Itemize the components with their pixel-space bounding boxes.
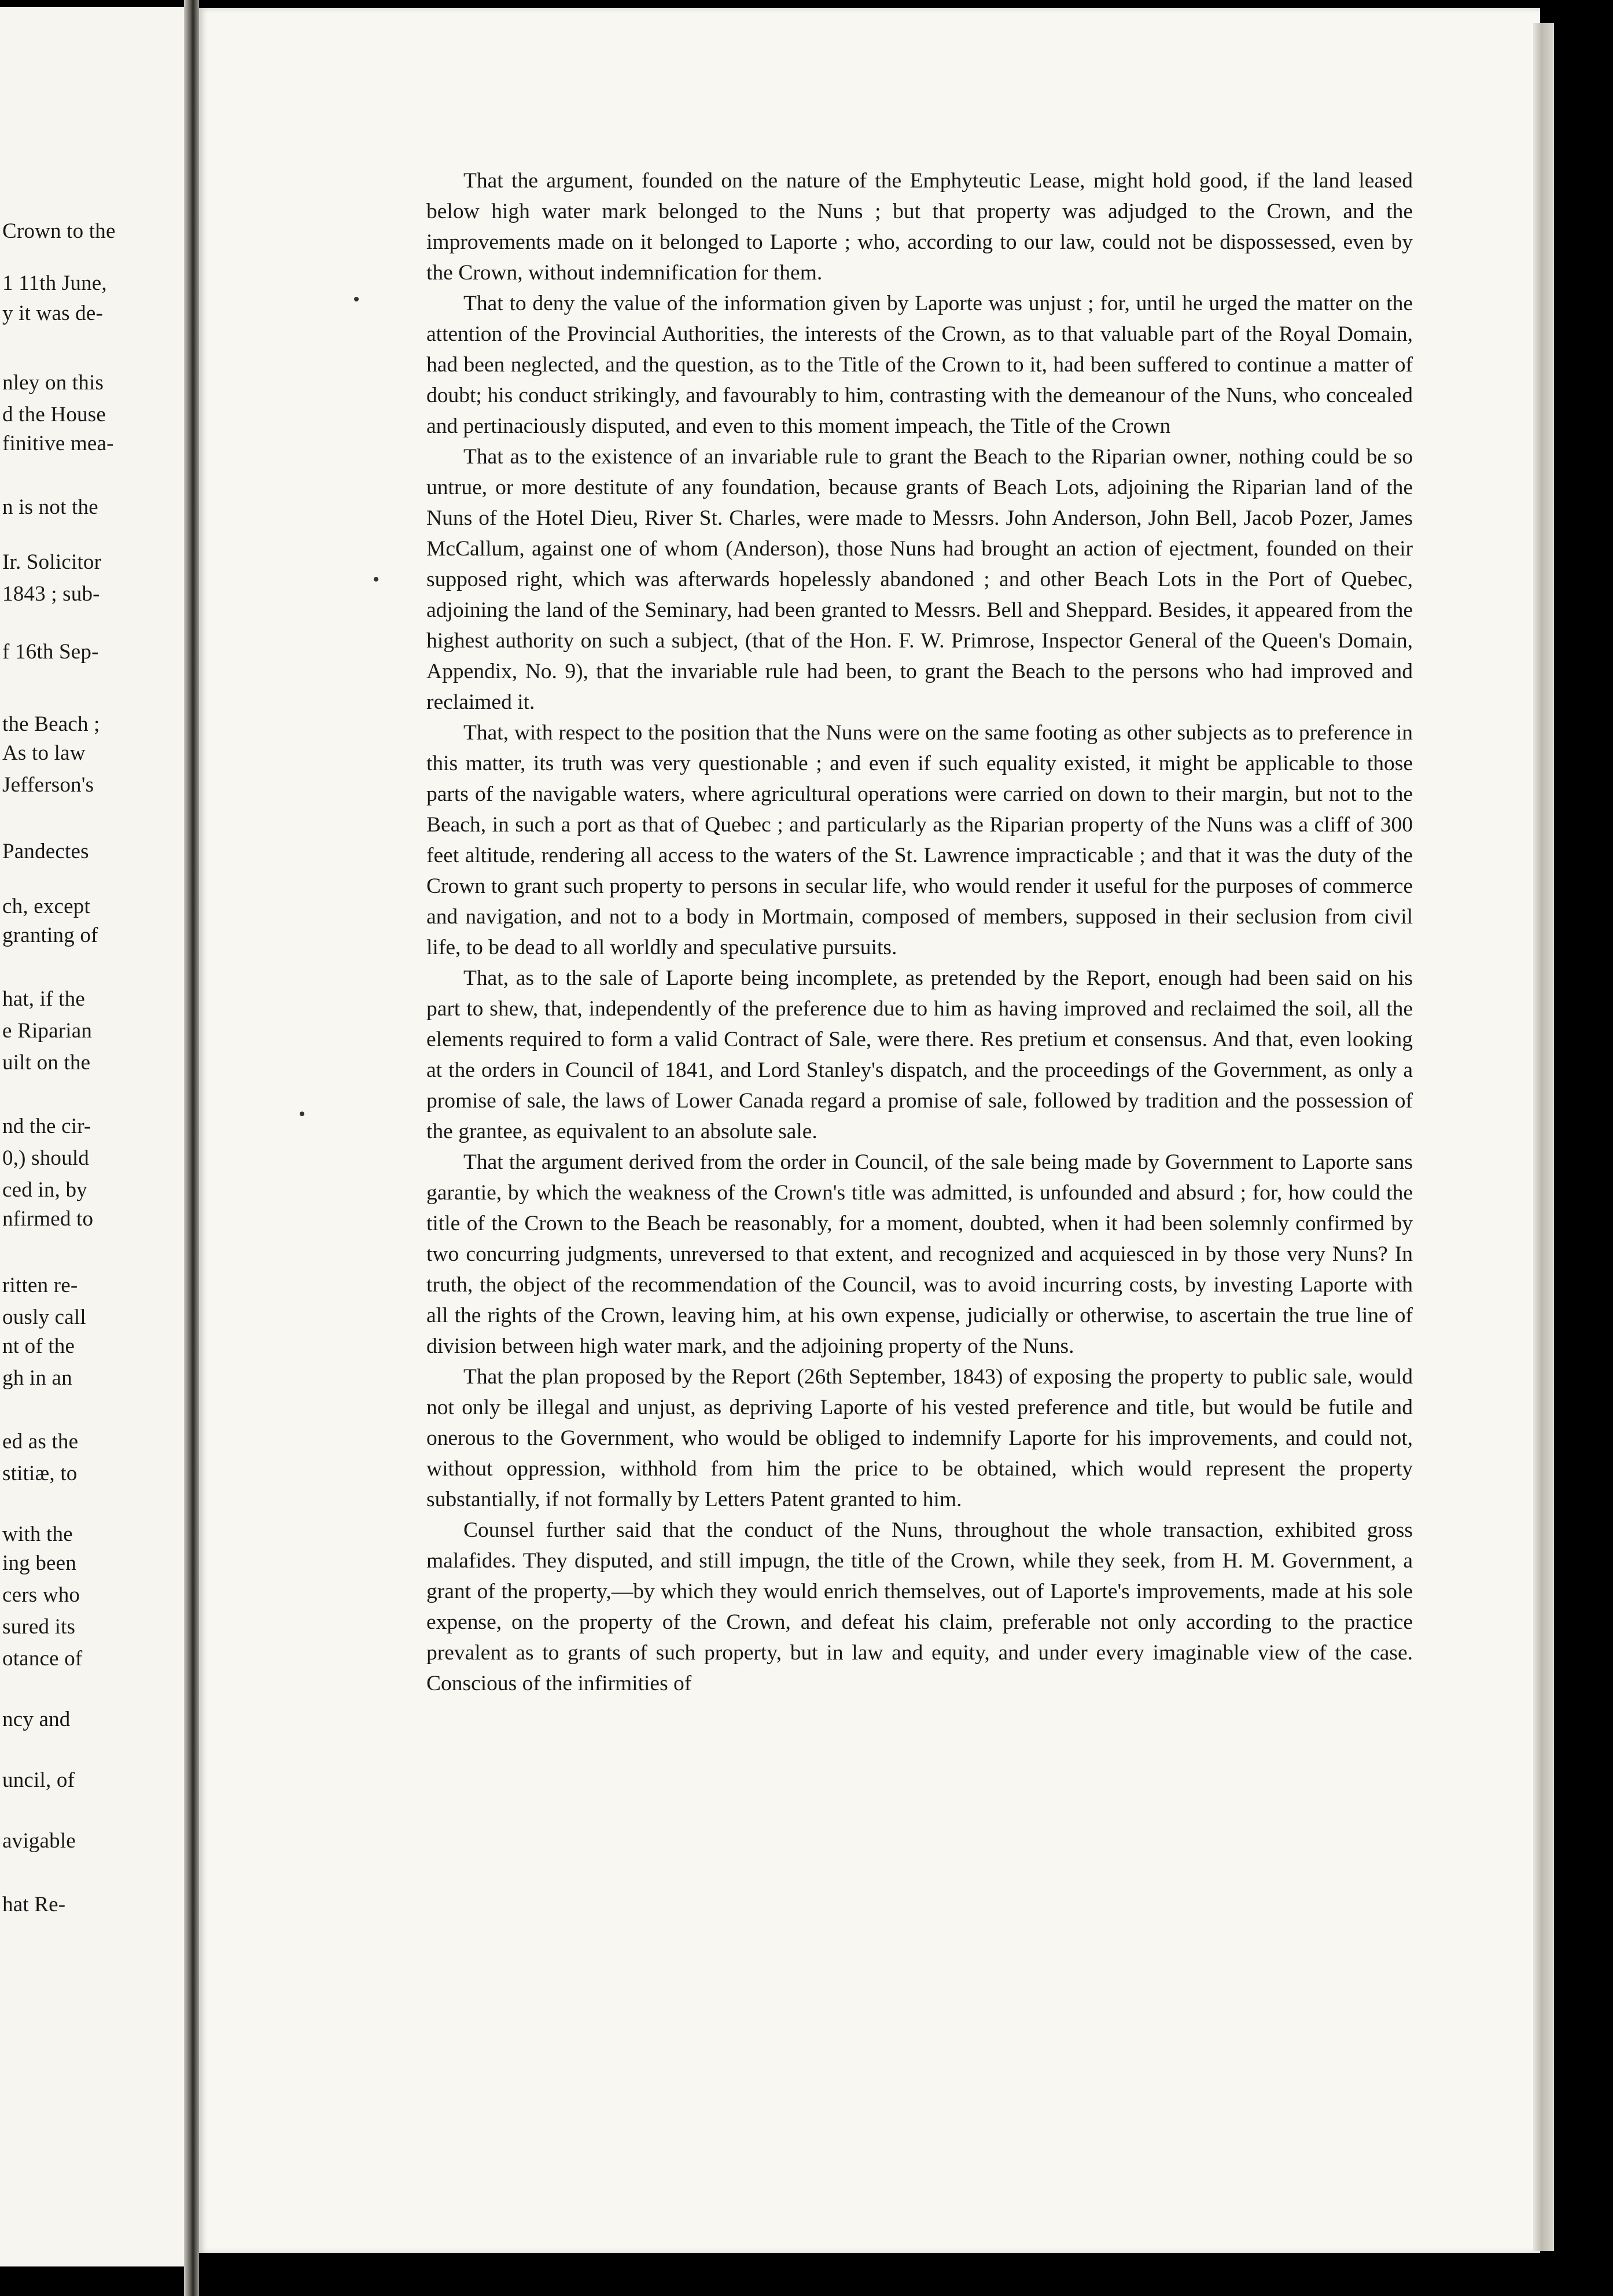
left-page-line: hat Re- (2, 1893, 66, 1916)
left-page-line: nfirmed to (2, 1207, 94, 1231)
left-page-line: ed as the (2, 1430, 79, 1454)
left-page-line: As to law (2, 741, 86, 765)
left-page-line: y it was de- (2, 301, 103, 325)
ink-speck (354, 297, 359, 301)
left-page-line: finitive mea- (2, 432, 114, 455)
left-page-line: 1843 ; sub- (2, 582, 100, 606)
left-page-line: uncil, of (2, 1768, 75, 1792)
page-edge-shadow (1533, 23, 1554, 2251)
body-text (426, 165, 1413, 1699)
left-page-line: avigable (2, 1829, 76, 1853)
left-page-fragment (0, 7, 184, 2266)
left-page-line: Pandectes (2, 840, 89, 863)
left-page-line: nley on this (2, 371, 104, 395)
paragraph: That the argument, founded on the nature of the Emphyteutic Lease, might hold good, if the land leased below high water mark belonged to the Nuns ; but that property was adjudged to the Crown, and the improvements made on it belonged to Laporte ; who, according to our law, could not be dispossessed, even by the Crown, without indemnification for them. (426, 169, 1413, 285)
paragraph: That the plan proposed by the Report (26th September, 1843) of exposing the property to public sale, would not only be illegal and unjust, as depriving Laporte of his vested preference and title, but would be futile and onerous to the Government, who would be obliged to indemnify Laporte for his improvements, and could not, without oppression, withhold from him the price to be obtained, which would represent the property substantially, if not formally by Letters Patent granted to him. (426, 1365, 1413, 1511)
left-page-line: 0,) should (2, 1146, 89, 1170)
left-page-line: the Beach ; (2, 712, 100, 736)
left-page-line: stitiæ, to (2, 1462, 78, 1485)
left-page-line: ously call (2, 1305, 86, 1329)
left-page-line: ncy and (2, 1708, 71, 1731)
left-page-line: ch, except (2, 895, 90, 918)
paragraph: That, with respect to the position that the Nuns were on the same footing as other subjects as to preference in this matter, its truth was very questionable ; and even if such equality existed, it might be applicable to those parts of the navigable waters, where agricultural operations were carried on down to their margin, but not to the Beach, in such a port as that of Quebec ; and particularly as the Riparian property of the Nuns was a cliff of 300 feet altitude, rendering all access to the waters of the St. Lawrence impracticable ; and that it was the duty of the Crown to grant such property to persons in secular life, who would render it useful for the purposes of commerce and navigation, and not to a body in Mortmain, composed of members, supposed in their seclusion from civil life, to be dead to all worldly and speculative pursuits. (426, 721, 1413, 959)
left-page-line: with the (2, 1522, 73, 1546)
left-page-line: Ir. Solicitor (2, 550, 102, 574)
left-page-line: granting of (2, 923, 98, 947)
left-page-line: Crown to the (2, 219, 116, 243)
left-page-line: ing been (2, 1551, 76, 1575)
left-page-line: uilt on the (2, 1051, 91, 1075)
ink-speck (300, 1112, 304, 1116)
paragraph: That as to the existence of an invariable rule to grant the Beach to the Riparian owner, nothing could be so untrue, or more destitute of any foundation, because grants of Beach Lots, adjoining the Riparian land of the Nuns of the Hotel Dieu, River St. Charles, were made to Messrs. John Anderson, John Bell, Jacob Pozer, James McCallum, against one of whom (Anderson), those Nuns had brought an action of ejectment, founded on their supposed right, which was afterwards hopelessly abandoned ; and other Beach Lots in the Port of Quebec, adjoining the land of the Seminary, had been granted to Messrs. Bell and Sheppard. Besides, it appeared from the highest authority on such a subject, (that of the Hon. F. W. Primrose, Inspector General of the Queen's Domain, Appendix, No. 9), that the invariable rule had been, to grant the Beach to the persons who had improved and reclaimed it. (426, 445, 1413, 714)
paragraph: That, as to the sale of Laporte being incomplete, as pretended by the Report, enough had been said on his part to shew, that, independently of the preference due to him as having improved and reclaimed the soil, all the elements required to form a valid Contract of Sale, were there. Res pretium et consensus. And that, even looking at the orders in Council of 1841, and Lord Stanley's dispatch, and the proceedings of the Government, as only a promise of sale, the laws of Lower Canada regard a promise of sale, followed by tradition and the possession of the grantee, as equivalent to an absolute sale. (426, 966, 1413, 1143)
left-page-line: sured its (2, 1615, 76, 1639)
paragraph: Counsel further said that the conduct of the Nuns, throughout the whole transaction, exhibited gross malafides. They disputed, and still impugn, the title of the Crown, while they seek, from H. M. Government, a grant of the property,—by which they would enrich themselves, out of Laporte's improvements, made at his sole expense, on the property of the Crown, and defeat his claim, preferable not only according to the practice prevalent as to grants of such property, but in law and equity, and under every imaginable view of the case. Conscious of the infirmities of (426, 1518, 1413, 1695)
left-page-line: nd the cir- (2, 1114, 91, 1138)
left-page-line: 1 11th June, (2, 271, 107, 295)
left-page-line: Jefferson's (2, 773, 94, 797)
book-gutter (184, 0, 199, 2296)
left-page-line: n is not the (2, 495, 98, 519)
left-page-line: ced in, by (2, 1178, 87, 1202)
paragraph: That the argument derived from the order in Council, of the sale being made by Government to Laporte sans garantie, by which the weakness of the Crown's title was admitted, is unfounded and absurd ; for, how could the title of the Crown to the Beach be reasonably, for a moment, doubted, when it had been solemnly confirmed by two concurring judgments, unreversed to that extent, and recognized and acquiesced in by those very Nuns? In truth, the object of the recommendation of the Council, was to avoid incurring costs, by investing Laporte with all the rights of the Crown, leaving him, at his own expense, judicially or otherwise, to ascertain the true line of division between high water mark, and the adjoining property of the Nuns. (426, 1150, 1413, 1358)
left-page-line: e Riparian (2, 1019, 93, 1043)
left-page-line: f 16th Sep- (2, 640, 99, 664)
left-page-line: cers who (2, 1583, 80, 1607)
paragraph: That to deny the value of the information given by Laporte was unjust ; for, until he urged the matter on the attention of the Provincial Authorities, the interests of the Crown, as to that valuable part of the Royal Domain, had been neglected, and the question, as to the Title of the Crown to it, had been suffered to continue a matter of doubt; his conduct strikingly, and favourably to him, contrasting with the demeanour of the Nuns, who concealed and pertinaciously disputed, and even to this moment impeach, the Title of the Crown (426, 292, 1413, 438)
ink-speck (374, 577, 378, 582)
left-page-line: gh in an (2, 1366, 72, 1390)
left-page-line: otance of (2, 1647, 83, 1671)
left-page-line: nt of the (2, 1334, 75, 1358)
left-page-line: hat, if the (2, 987, 85, 1011)
left-page-line: d the House (2, 403, 106, 426)
left-page-line: ritten re- (2, 1274, 78, 1297)
